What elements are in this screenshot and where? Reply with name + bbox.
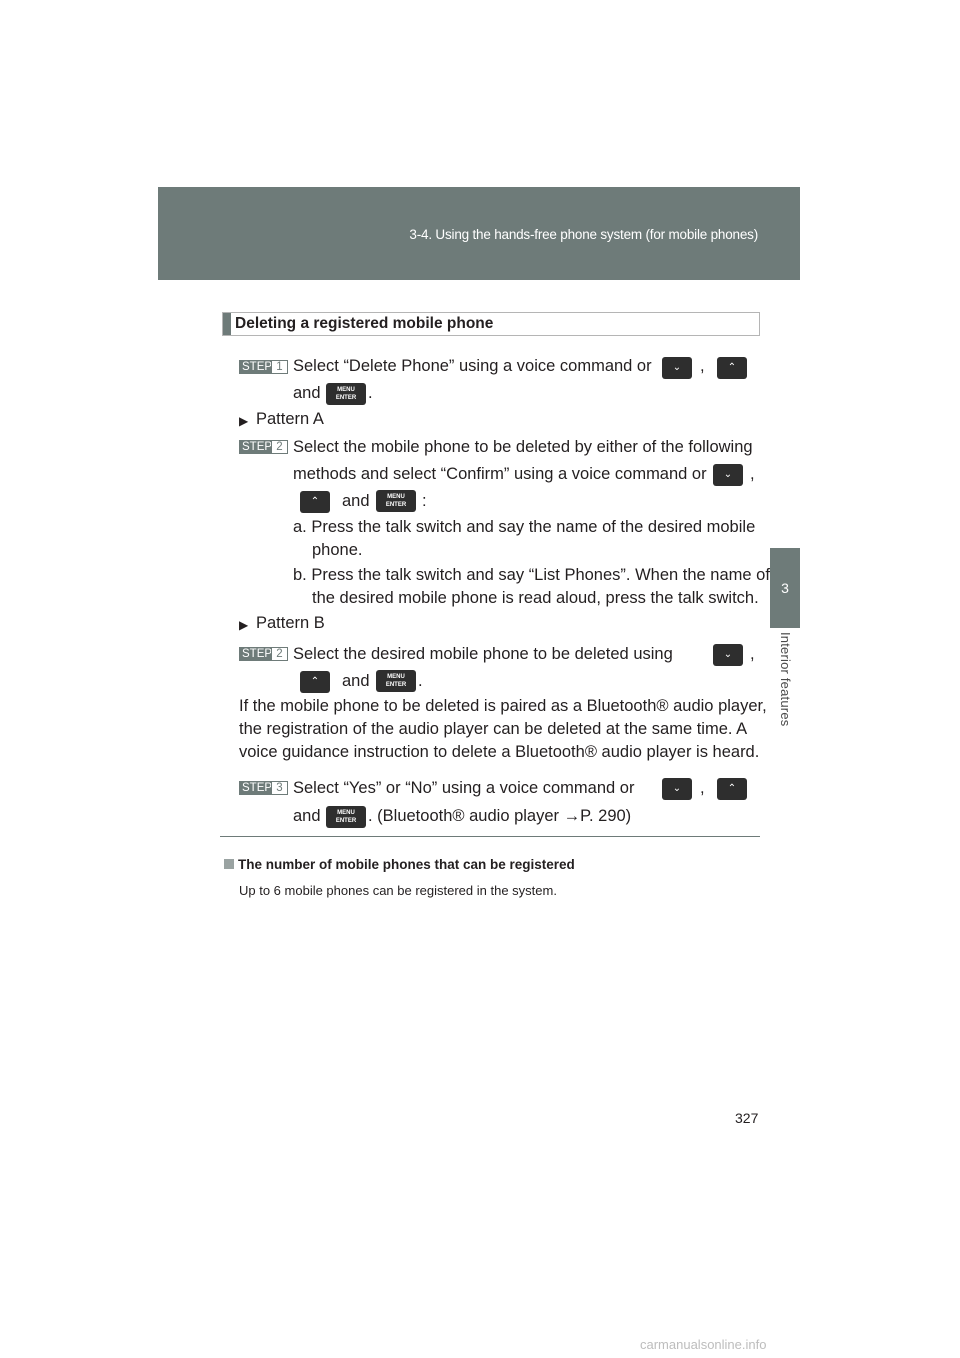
up-button[interactable]: ⌃	[300, 491, 330, 513]
option-a-line1: a. Press the talk switch and say the name of the desired mobile	[293, 518, 756, 536]
down-button[interactable]: ⌄	[662, 778, 692, 800]
triangle-bullet-icon: ▶	[239, 414, 249, 428]
step-2b-line1: Select the desired mobile phone to be deleted using	[293, 645, 673, 663]
section-title-text: Deleting a registered mobile phone	[235, 315, 494, 332]
square-bullet-icon	[224, 859, 234, 869]
and-text: and	[342, 672, 370, 690]
up-button[interactable]: ⌃	[300, 671, 330, 693]
and-text: and	[293, 807, 321, 825]
comma: ,	[700, 779, 705, 797]
step-3-line2-rest: . (Bluetooth® audio player →P. 290)	[368, 807, 632, 825]
chapter-label: Interior features	[778, 632, 793, 727]
step-2a-line2: methods and select “Confirm” using a voice command or	[293, 465, 707, 483]
step-2a-badge: STEP 2	[239, 440, 288, 454]
down-button[interactable]: ⌄	[662, 357, 692, 379]
period: .	[368, 384, 373, 402]
bluetooth-note-line3: voice guidance instruction to delete a Bluetooth® audio player is heard.	[239, 743, 760, 761]
up-button[interactable]: ⌃	[717, 778, 747, 800]
step-2b-badge: STEP 2	[239, 647, 288, 661]
step-2a-line1: Select the mobile phone to be deleted by either of the following	[293, 438, 753, 456]
step-1-text: Select “Delete Phone” using a voice command or	[293, 357, 652, 375]
chapter-tab: 3	[770, 548, 800, 628]
down-button[interactable]: ⌄	[713, 644, 743, 666]
pattern-a-label: Pattern A	[256, 410, 324, 428]
section-title-bar	[223, 313, 231, 335]
note-title: The number of mobile phones that can be registered	[224, 857, 575, 872]
up-button[interactable]: ⌃	[717, 357, 747, 379]
option-b-line2: the desired mobile phone is read aloud, press the talk switch.	[312, 589, 759, 607]
option-a-line2: phone.	[312, 541, 363, 559]
option-b-line1: b. Press the talk switch and say “List Phones”. When the name of	[293, 566, 770, 584]
menu-enter-button[interactable]: MENU ENTER	[326, 806, 366, 828]
comma: ,	[700, 357, 705, 375]
page-number: 327	[735, 1110, 759, 1126]
page-header	[158, 187, 800, 280]
bluetooth-note-line2: the registration of the audio player can be deleted at the same time. A	[239, 720, 748, 738]
step-1-badge: STEP 1	[239, 360, 288, 374]
header-title: 3-4. Using the hands-free phone system (for mobile phones)	[409, 227, 758, 242]
triangle-bullet-icon: ▶	[239, 618, 249, 632]
menu-enter-button[interactable]: MENU ENTER	[326, 383, 366, 405]
step-3-line1: Select “Yes” or “No” using a voice command or	[293, 779, 635, 797]
comma: ,	[750, 645, 755, 663]
menu-enter-button[interactable]: MENU ENTER	[376, 670, 416, 692]
note-body: Up to 6 mobile phones can be registered in the system.	[239, 883, 557, 898]
pattern-b-label: Pattern B	[256, 614, 325, 632]
and-text: and	[293, 384, 321, 402]
bluetooth-note-line1: If the mobile phone to be deleted is paired as a Bluetooth® audio player,	[239, 697, 767, 715]
and-text: and	[342, 492, 370, 510]
menu-enter-button[interactable]: MENU ENTER	[376, 490, 416, 512]
period: .	[418, 672, 423, 690]
down-button[interactable]: ⌄	[713, 464, 743, 486]
watermark: carmanualsonline.info	[640, 1337, 767, 1352]
colon: :	[422, 492, 427, 510]
comma: ,	[750, 465, 755, 483]
divider	[220, 836, 760, 837]
step-3-badge: STEP 3	[239, 781, 288, 795]
section-title	[222, 312, 760, 336]
